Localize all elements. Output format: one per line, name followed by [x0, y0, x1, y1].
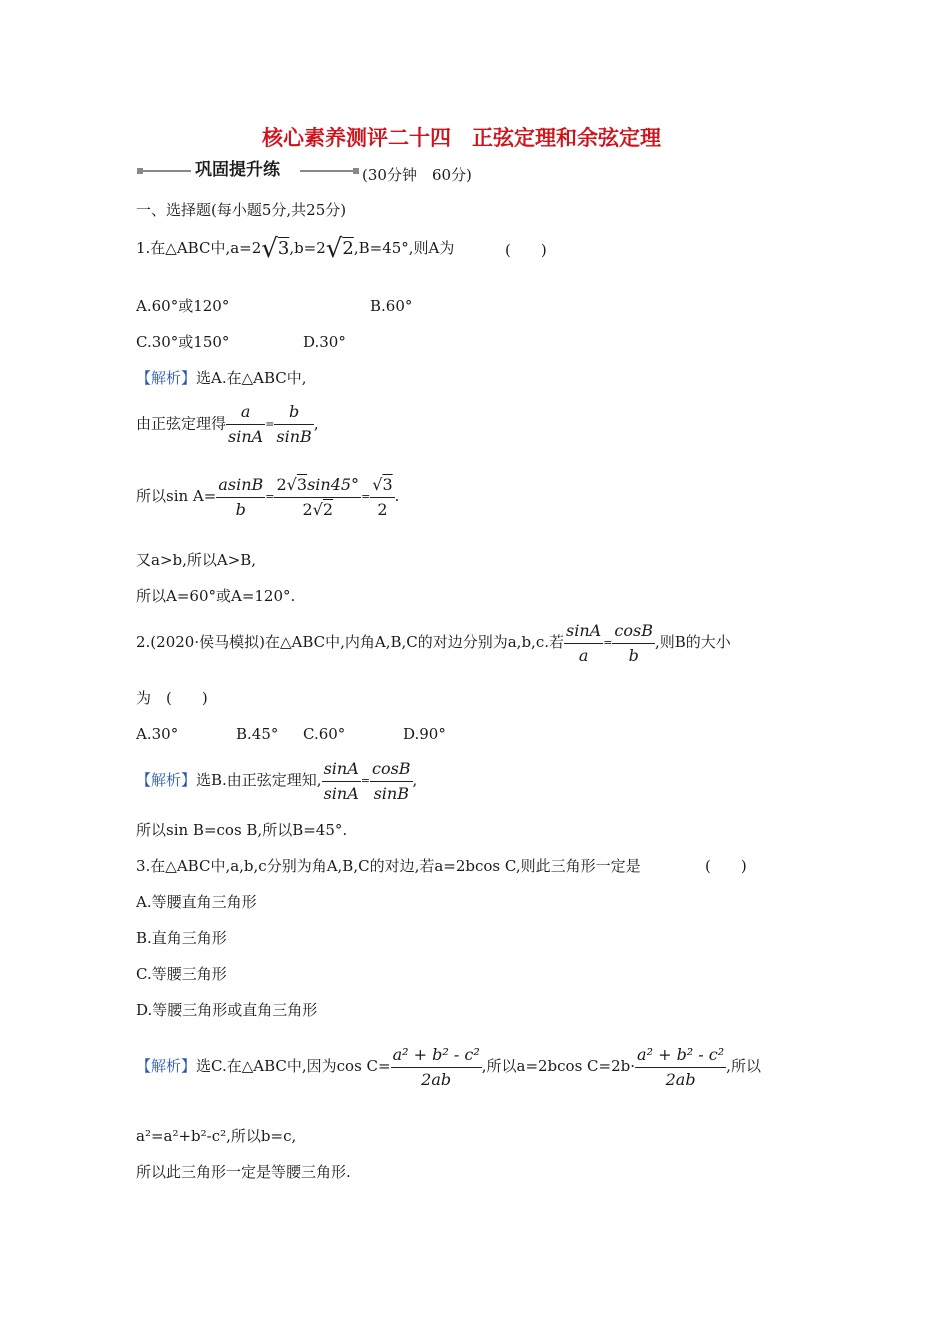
q1-radicand-2: 2 — [342, 238, 354, 259]
fraction — [612, 621, 655, 666]
q2-stem-post: ,则B的大小 — [654, 633, 731, 651]
q2-sol1: 选B.由正弦定理知, — [196, 771, 322, 789]
frac-den: b — [628, 645, 639, 665]
sqrt-symbol: √ — [372, 474, 383, 494]
frac-den: 2ab — [665, 1069, 696, 1089]
banner-right-dot — [353, 168, 359, 174]
solution-tag: 【解析】 — [136, 369, 197, 387]
sqrt-symbol: √ — [286, 474, 297, 494]
fraction — [370, 759, 413, 804]
q3-solution-line1 — [136, 1044, 761, 1090]
equals-sign: = — [361, 490, 371, 503]
equals-sign: = — [603, 636, 613, 649]
q3-option-a: A.等腰直角三角形 — [136, 893, 257, 911]
section-heading: 一、选择题(每小题5分,共25分) — [136, 201, 347, 219]
comma: , — [412, 771, 418, 789]
q1-stem-pre: 1.在△ABC中,a=2 — [136, 239, 262, 257]
frac-num: a — [226, 402, 265, 425]
sqrt-symbol: √ — [261, 234, 278, 264]
q1-option-d: D.30° — [303, 333, 346, 351]
q2-stem — [136, 620, 731, 666]
q2-option-c: C.60° — [303, 725, 346, 743]
frac-num: sinA — [322, 759, 361, 782]
q2-stem-pre: 2.(2020·侯马模拟)在△ABC中,内角A,B,C的对边分别为a,b,c.若 — [136, 633, 564, 651]
frac-num: cosB — [370, 759, 413, 782]
q1-solution-line1 — [136, 368, 307, 388]
q1-option-c: C.30°或150° — [136, 333, 230, 351]
page-title: 核心素养测评二十四 正弦定理和余弦定理 — [262, 126, 661, 150]
q3-option-c: C.等腰三角形 — [136, 965, 227, 983]
q2-stem-line2: 为 ( ) — [136, 689, 208, 707]
q2-solution-line1 — [136, 758, 417, 804]
fraction — [274, 475, 361, 520]
frac-num: cosB — [612, 621, 655, 644]
q2-option-a: A.30° — [136, 725, 179, 743]
fraction — [635, 1045, 726, 1090]
frac-den: a — [578, 645, 589, 665]
q1-solution-line2 — [136, 402, 319, 447]
q1-solution-line4: 又a>b,所以A>B, — [136, 551, 257, 569]
q3-answer-paren: ( ) — [705, 857, 747, 875]
q2-option-b: B.45° — [236, 725, 279, 743]
q3-stem: 3.在△ABC中,a,b,c分别为角A,B,C的对边,若a=2bcos C,则此三角形一定是 — [136, 857, 641, 875]
q3-option-b: B.直角三角形 — [136, 929, 227, 947]
equals-sign: = — [360, 774, 370, 787]
sqrt-symbol: √ — [325, 234, 343, 264]
frac-num: a² + b² - c² — [391, 1045, 482, 1068]
equals-sign: = — [265, 490, 275, 503]
q3-solution-line3: 所以此三角形一定是等腰三角形. — [136, 1163, 351, 1181]
fraction — [274, 402, 313, 447]
frac-den: sinA — [228, 427, 264, 446]
frac-num: a² + b² - c² — [635, 1045, 726, 1068]
q2-solution-line2: 所以sin B=cos B,所以B=45°. — [136, 821, 348, 839]
q1-option-a: A.60°或120° — [136, 297, 230, 315]
fraction — [226, 402, 265, 447]
q2-option-d: D.90° — [403, 725, 446, 743]
fraction — [216, 475, 265, 520]
fraction — [322, 759, 361, 804]
solution-tag: 【解析】 — [136, 771, 197, 789]
q3-sol1-end: ,所以 — [726, 1057, 761, 1075]
frac-den: b — [235, 499, 246, 519]
q1-stem-mid: ,b=2 — [289, 239, 326, 257]
frac-den: sinB — [276, 427, 312, 446]
solution-tag: 【解析】 — [136, 1057, 197, 1075]
q1-sol3-pre: 所以sin A= — [136, 487, 217, 505]
frac-num: √3 — [370, 475, 394, 498]
banner-left-line — [143, 170, 191, 172]
fraction — [391, 1045, 482, 1090]
period: . — [394, 487, 400, 505]
banner-right-line — [300, 170, 355, 172]
q1-radicand-3: 3 — [277, 238, 290, 259]
q1-sol1: 选A.在△ABC中, — [196, 369, 307, 387]
frac-den: sinB — [373, 783, 409, 803]
frac-den: 2ab — [421, 1069, 452, 1089]
q1-answer-paren: ( ) — [505, 241, 547, 259]
frac-den: 2 — [377, 499, 388, 519]
frac-num: 2√3sin45° — [274, 475, 361, 498]
q1-option-b: B.60° — [370, 297, 413, 315]
q3-option-d: D.等腰三角形或直角三角形 — [136, 1001, 318, 1019]
frac-den: sinA — [323, 783, 359, 803]
q1-solution-line5: 所以A=60°或A=120°. — [136, 587, 296, 605]
q3-sol1: 选C.在△ABC中,因为cos C= — [196, 1057, 391, 1075]
q1-stem — [136, 234, 455, 264]
frac-num: asinB — [216, 475, 265, 498]
banner-time: (30分钟 60分) — [362, 166, 472, 184]
q3-solution-line2: a²=a²+b²-c²,所以b=c, — [136, 1127, 297, 1145]
comma: , — [313, 414, 319, 433]
fraction — [564, 621, 603, 666]
equals-sign: = — [265, 417, 275, 431]
fraction — [370, 475, 394, 520]
banner-label: 巩固提升练 — [195, 160, 280, 180]
frac-num: b — [274, 402, 313, 425]
q3-sol1-mid: ,所以a=2bcos C=2b· — [481, 1057, 636, 1075]
q1-stem-post: ,B=45°,则A为 — [353, 239, 455, 257]
q1-sol2: 由正弦定理得 — [136, 414, 227, 433]
q1-solution-line3 — [136, 474, 399, 520]
frac-den: 2√2 — [302, 499, 334, 519]
frac-num: sinA — [564, 621, 603, 644]
sqrt-symbol: √ — [312, 499, 323, 519]
